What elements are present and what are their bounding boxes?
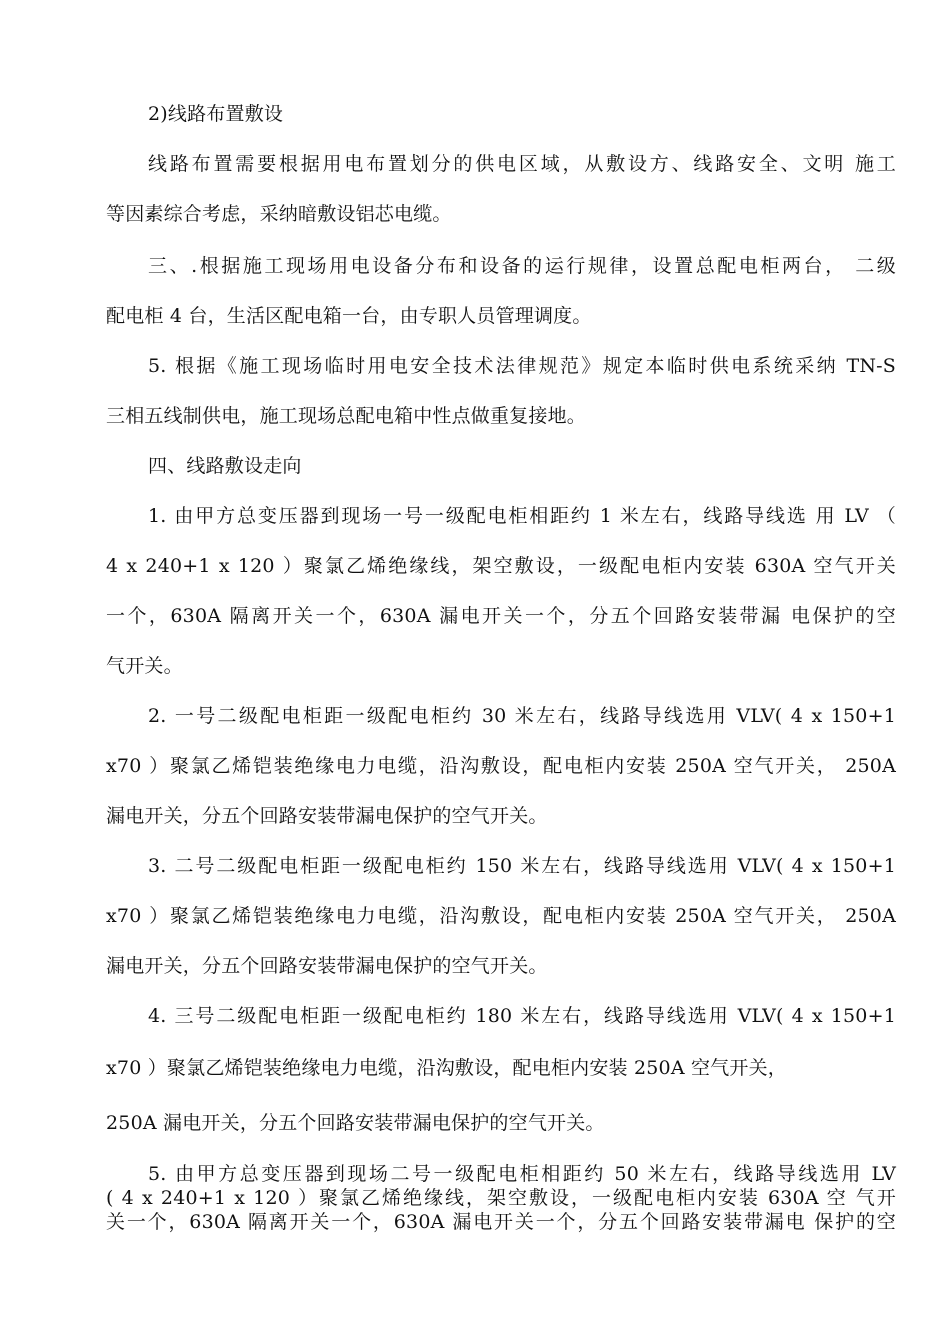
paragraph-line: 4. 三号二级配电柜距一级配电柜约 180 米左右，线路导线选用 VLV( 4 x 150+1 [148,1005,896,1027]
section-heading: 四、线路敷设走向 [148,455,302,477]
paragraph-line: x70 ）聚氯乙烯铠装绝缘电力电缆，沿沟敷设，配电柜内安装 250A 空气开关， [106,1057,787,1079]
paragraph-line: 4 x 240+1 x 120 ）聚氯乙烯绝缘线，架空敷设，一级配电柜内安装 630A 空气开关 [106,555,896,577]
paragraph-line: 漏电开关，分五个回路安装带漏电保护的空气开关。 [106,955,548,977]
paragraph-line: 等因素综合考虑，采纳暗敷设铝芯电缆。 [106,203,452,225]
paragraph-line: ( 4 x 240+1 x 120 ）聚氯乙烯绝缘线，架空敷设，一级配电柜内安装 630A 空 气开 [106,1187,896,1209]
paragraph-line: 线路布置需要根据用电布置划分的供电区域，从敷设方、线路安全、文明 施工 [148,153,896,175]
paragraph-line: 1. 由甲方总变压器到现场一号一级配电柜相距约 1 米左右，线路导线选 用 LV （ [148,505,896,527]
paragraph-line: 三相五线制供电，施工现场总配电箱中性点做重复接地。 [106,405,587,427]
paragraph-line: 三、.根据施工现场用电设备分布和设备的运行规律，设置总配电柜两台， 二级 [148,255,896,277]
paragraph-line: 漏电开关，分五个回路安装带漏电保护的空气开关。 [106,805,548,827]
paragraph-line: 250A 漏电开关，分五个回路安装带漏电保护的空气开关。 [106,1112,605,1134]
paragraph-line: 2. 一号二级配电柜距一级配电柜约 30 米左右，线路导线选用 VLV( 4 x 150+1 [148,705,896,727]
paragraph-line: 5. 由甲方总变压器到现场二号一级配电柜相距约 50 米左右，线路导线选用 LV [148,1163,896,1185]
paragraph-line: x70 ）聚氯乙烯铠装绝缘电力电缆，沿沟敷设，配电柜内安装 250A 空气开关， 250A [106,755,896,777]
paragraph-line: 气开关。 [106,655,183,677]
paragraph-line: x70 ）聚氯乙烯铠装绝缘电力电缆，沿沟敷设，配电柜内安装 250A 空气开关， 250A [106,905,896,927]
paragraph-line: 5. 根据《施工现场临时用电安全技术法律规范》规定本临时供电系统采纳 TN-S [148,355,896,377]
paragraph-line: 3. 二号二级配电柜距一级配电柜约 150 米左右，线路导线选用 VLV( 4 x 150+1 [148,855,896,877]
section-heading: 2)线路布置敷设 [148,103,284,125]
paragraph-line: 关一个，630A 隔离开关一个，630A 漏电开关一个，分五个回路安装带漏电 保护的空 [106,1211,896,1233]
paragraph-line: 一个，630A 隔离开关一个，630A 漏电开关一个，分五个回路安装带漏 电保护的空 [106,605,896,627]
paragraph-line: 配电柜 4 台，生活区配电箱一台，由专职人员管理调度。 [106,305,592,327]
